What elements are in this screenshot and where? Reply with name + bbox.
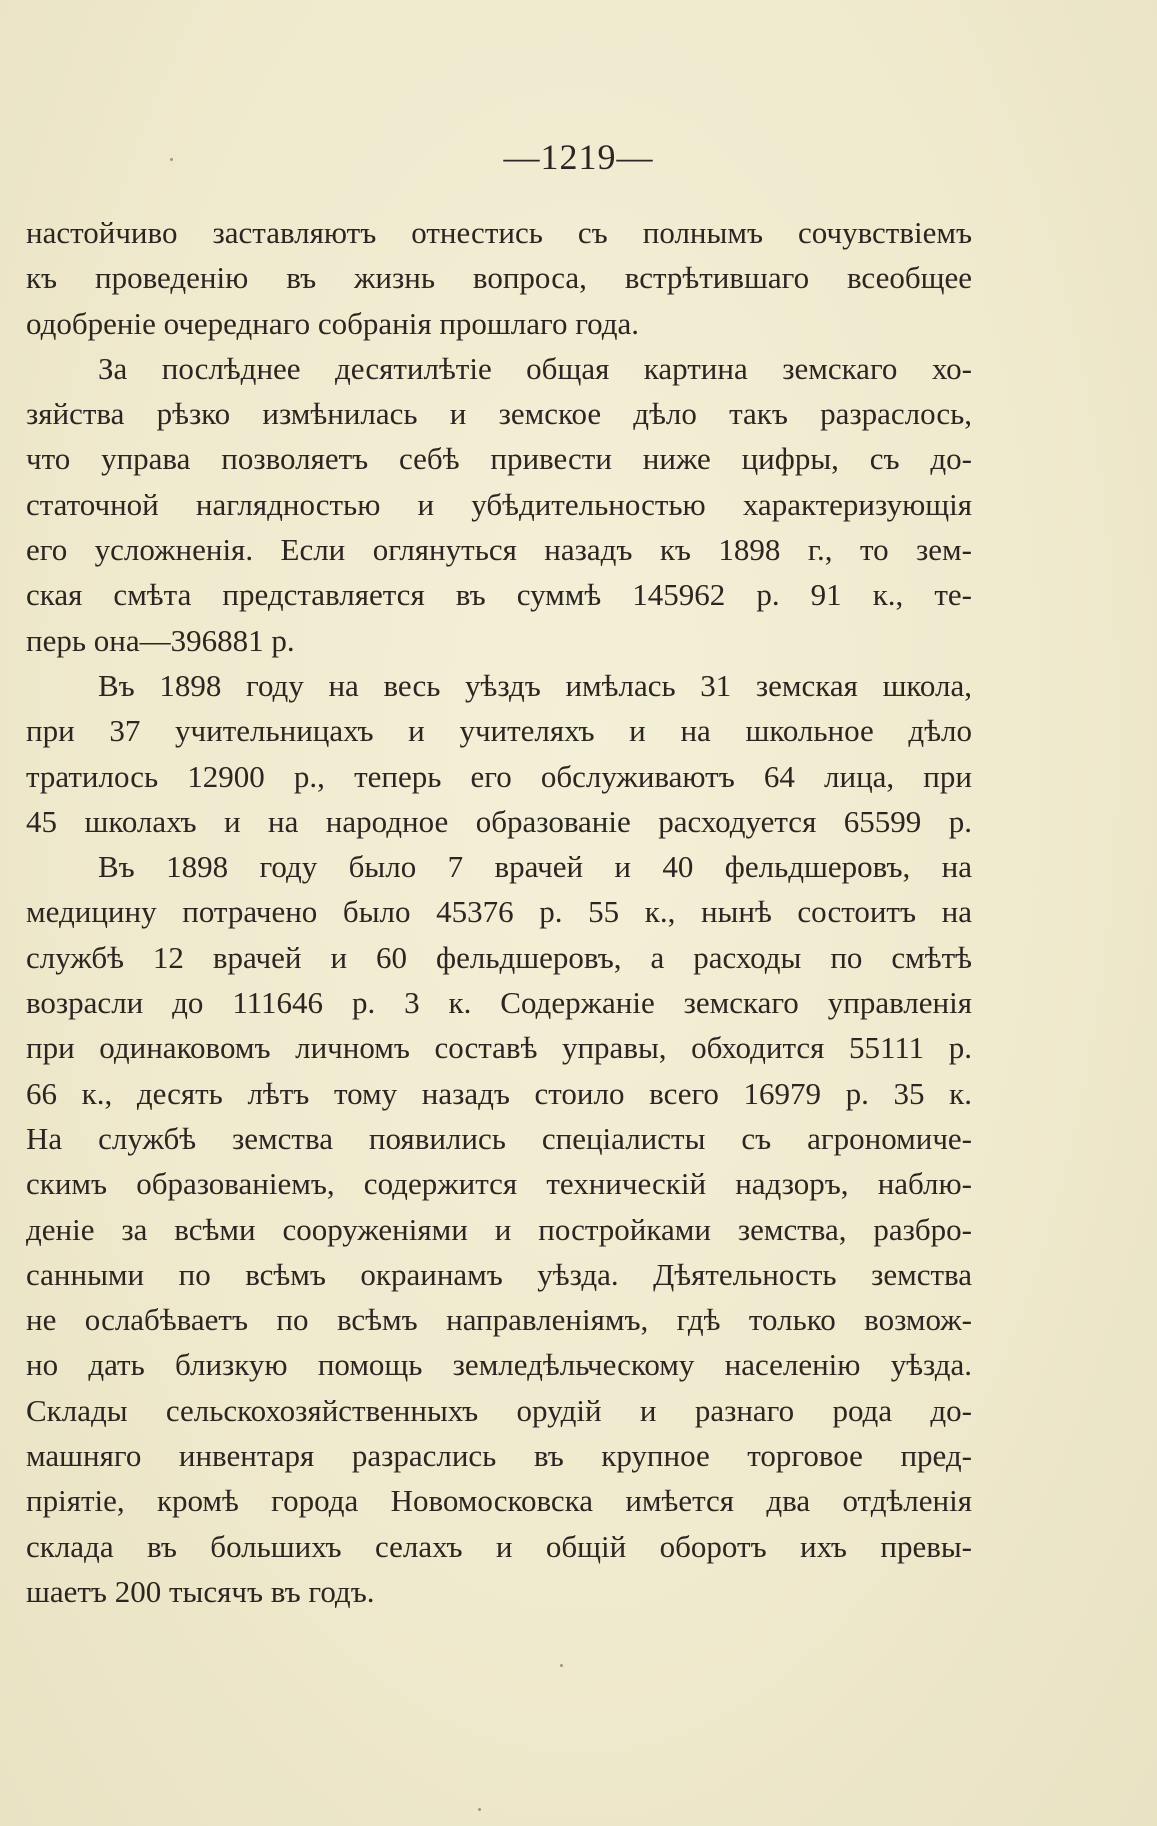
text-line: На службѣ земства появились спеціалисты съ агрономиче- — [26, 1120, 972, 1156]
text-line: скимъ образованіемъ, содержится техническій надзоръ, наблю- — [26, 1166, 972, 1202]
text-line: медицину потрачено было 45376 р. 55 к., нынѣ состоитъ на — [26, 894, 972, 930]
text-line: перь она—396881 р. — [26, 622, 295, 658]
paper-speck — [478, 1808, 481, 1811]
text-line: зяйства рѣзко измѣнилась и земское дѣло такъ разраслось, — [26, 396, 972, 432]
page-number: —1219— — [503, 137, 654, 177]
text-line: при одинаковомъ личномъ составѣ управы, обходится 55111 р. — [26, 1030, 972, 1066]
text-line: тратилось 12900 р., теперь его обслуживаютъ 64 лица, при — [26, 758, 972, 794]
text-line: его усложненія. Если оглянуться назадъ къ 1898 г., то зем- — [26, 532, 972, 568]
text-line: машняго инвентаря разраслись въ крупное торговое пред- — [26, 1438, 972, 1474]
text-line: 45 школахъ и на народное образованіе расходуется 65599 р. — [26, 803, 972, 839]
text-line: что управа позволяетъ себѣ привести ниже цифры, съ до- — [26, 441, 972, 477]
text-line: статочной наглядностью и убѣдительностью характеризующія — [26, 486, 972, 522]
text-line: одобреніе очереднаго собранія прошлаго года. — [26, 305, 640, 341]
text-line: склада въ большихъ селахъ и общій оборотъ ихъ превы- — [26, 1528, 972, 1564]
text-line: къ проведенію въ жизнь вопроса, встрѣтившаго всеобщее — [26, 260, 972, 296]
text-line: пріятіе, кромѣ города Новомосковска имѣется два отдѣленія — [26, 1483, 972, 1519]
text-line: но дать близкую помощь земледѣльческому населенію уѣзда. — [26, 1347, 972, 1383]
text-line: деніе за всѣми сооруженіями и постройками земства, разбро- — [26, 1211, 972, 1247]
text-line: Въ 1898 году было 7 врачей и 40 фельдшеровъ, на — [98, 849, 972, 885]
paper-speck — [170, 158, 173, 161]
paper-speck — [560, 1664, 563, 1667]
text-line: не ослабѣваетъ по всѣмъ направленіямъ, гдѣ только возмож- — [26, 1302, 972, 1338]
text-line: шаетъ 200 тысячъ въ годъ. — [26, 1573, 375, 1609]
text-line: ская смѣта представляется въ суммѣ 145962 р. 91 к., те- — [26, 577, 972, 613]
text-line: при 37 учительницахъ и учителяхъ и на школьное дѣло — [26, 713, 972, 749]
text-line: За послѣднее десятилѣтіе общая картина земскаго хо- — [98, 350, 972, 386]
text-line: 66 к., десять лѣтъ тому назадъ стоило всего 16979 р. 35 к. — [26, 1075, 972, 1111]
text-line: Склады сельскохозяйственныхъ орудій и разнаго рода до- — [26, 1392, 972, 1428]
text-line: Въ 1898 году на весь уѣздъ имѣлась 31 земская школа, — [98, 667, 972, 703]
body-text — [26, 210, 972, 1614]
text-line: службѣ 12 врачей и 60 фельдшеровъ, а расходы по смѣтѣ — [26, 939, 972, 975]
text-line: настойчиво заставляютъ отнестись съ полнымъ сочувствіемъ — [26, 215, 972, 250]
text-line: санными по всѣмъ окраинамъ уѣзда. Дѣятельность земства — [26, 1256, 972, 1292]
text-line: возрасли до 111646 р. 3 к. Содержаніе земскаго управленія — [26, 985, 972, 1021]
